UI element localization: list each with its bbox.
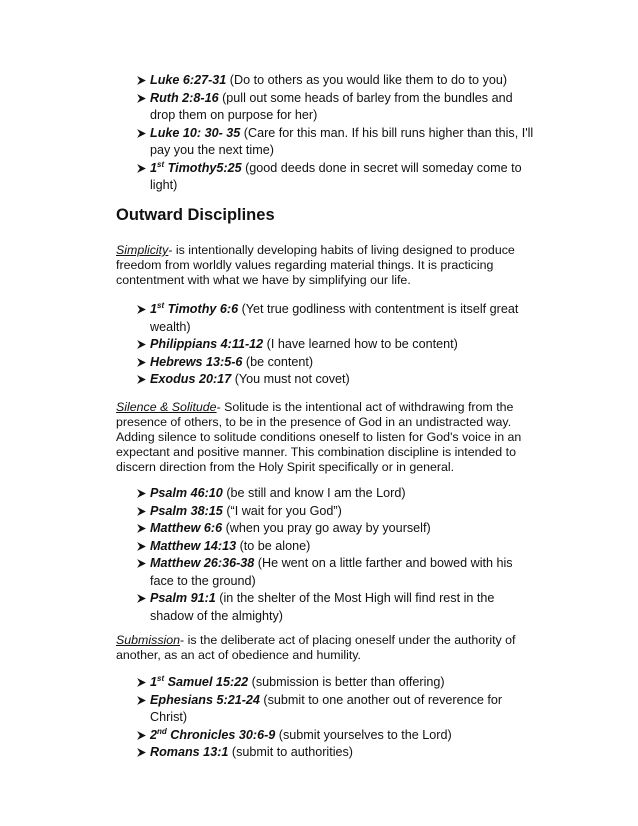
submission-verse-list bbox=[116, 674, 536, 762]
verse-note: (submission is better than offering) bbox=[248, 675, 445, 689]
simplicity-verse-list bbox=[116, 301, 536, 389]
verse-ref: 1st Samuel 15:22 bbox=[150, 673, 249, 689]
verse-ref: Psalm 91:1 bbox=[150, 591, 216, 605]
arrow-bullet-icon bbox=[136, 93, 147, 104]
list-item bbox=[116, 485, 536, 503]
verse-ref: Exodus 20:17 bbox=[150, 372, 232, 386]
verse-note: (You must not covet) bbox=[231, 372, 350, 386]
list-item bbox=[116, 301, 536, 336]
verse-note: (I have learned how to be content) bbox=[263, 337, 458, 351]
verse-note: (in the shelter of the Most High will find rest in the shadow of the almighty) bbox=[150, 591, 495, 623]
arrow-bullet-icon bbox=[136, 75, 147, 86]
list-item bbox=[116, 555, 536, 590]
verse-ref: Matthew 6:6 bbox=[150, 521, 223, 535]
verse-ref: 2nd Chronicles 30:6-9 bbox=[150, 726, 276, 742]
verse-ref: Psalm 38:15 bbox=[150, 503, 223, 518]
verse-ref: 1st Timothy 6:6 bbox=[150, 300, 239, 316]
verse-note: (when you pray go away by yourself) bbox=[222, 521, 431, 535]
verse-note: (to be alone) bbox=[236, 538, 311, 553]
arrow-bullet-icon bbox=[136, 488, 147, 499]
list-item bbox=[116, 503, 536, 521]
list-item bbox=[116, 590, 536, 625]
verse-ref: Ruth 2:8-16 bbox=[150, 90, 219, 105]
verse-note: (Do to others as you would like them to do to you) bbox=[226, 73, 508, 87]
arrow-bullet-icon bbox=[136, 506, 147, 517]
verse-ref: Psalm 46:10 bbox=[150, 486, 223, 500]
verse-note: (pull out some heads of barley from the bundles and drop them on purpose for her) bbox=[150, 90, 513, 122]
verse-ref: Philippians 4:11-12 bbox=[150, 337, 264, 351]
definition-text: - is intentionally developing habits of living designed to produce freedom from worldly values regarding material things. It is practicing contentment with what we have by simplifying our life. bbox=[116, 243, 515, 287]
verse-note: (“I wait for you God”) bbox=[222, 503, 342, 518]
verse-ref: Hebrews 13:5-6 bbox=[150, 354, 243, 369]
verse-note: (be still and know I am the Lord) bbox=[222, 486, 406, 500]
list-item bbox=[116, 72, 536, 90]
term-submission: Submission bbox=[116, 633, 181, 647]
arrow-bullet-icon bbox=[136, 730, 147, 741]
arrow-bullet-icon bbox=[136, 523, 147, 534]
term-silence-solitude: Silence & Solitude bbox=[116, 400, 217, 414]
arrow-bullet-icon bbox=[136, 695, 147, 706]
arrow-bullet-icon bbox=[136, 357, 147, 368]
top-verse-list bbox=[116, 72, 536, 195]
arrow-bullet-icon bbox=[136, 593, 147, 604]
list-item bbox=[116, 90, 536, 125]
simplicity-definition bbox=[116, 243, 526, 288]
arrow-bullet-icon bbox=[136, 541, 147, 552]
list-item bbox=[116, 538, 536, 556]
list-item bbox=[116, 125, 536, 160]
verse-ref: 1st Timothy5:25 bbox=[150, 159, 242, 175]
submission-definition bbox=[116, 633, 526, 663]
section-heading: Outward Disciplines bbox=[116, 206, 275, 224]
verse-ref: Ephesians 5:21-24 bbox=[150, 692, 260, 707]
verse-note: (submit to one another out of reverence for Christ) bbox=[150, 692, 503, 724]
list-item bbox=[116, 371, 536, 389]
arrow-bullet-icon bbox=[136, 339, 147, 350]
verse-ref: Romans 13:1 bbox=[150, 745, 229, 759]
verse-note: (submit to authorities) bbox=[228, 745, 353, 759]
verse-note: (Yet true godliness with contentment is itself great wealth) bbox=[150, 302, 519, 334]
list-item bbox=[116, 520, 536, 538]
verse-ref: Luke 6:27-31 bbox=[150, 73, 227, 87]
arrow-bullet-icon bbox=[136, 304, 147, 315]
list-item bbox=[116, 674, 536, 692]
arrow-bullet-icon bbox=[136, 558, 147, 569]
verse-note: (be content) bbox=[242, 354, 314, 369]
definition-text: - is the deliberate act of placing oneself under the authority of another, as an act of obedience and humility. bbox=[116, 633, 516, 662]
definition-text: - Solitude is the intentional act of withdrawing from the presence of others, to be in the presence of God in an undistracted way. Adding silence to solitude conditions oneself to listen for God's voice in an expectant and positive manner. This combination discipline is intended to discern direction from the Holy Spirit specifically or in general. bbox=[116, 400, 522, 474]
verse-note: (He went on a little farther and bowed with his face to the ground) bbox=[150, 556, 513, 588]
arrow-bullet-icon bbox=[136, 374, 147, 385]
verse-ref: Matthew 14:13 bbox=[150, 538, 237, 553]
term-simplicity: Simplicity bbox=[116, 243, 169, 257]
arrow-bullet-icon bbox=[136, 747, 147, 758]
list-item bbox=[116, 692, 536, 727]
verse-note: (good deeds done in secret will someday come to light) bbox=[150, 160, 522, 192]
arrow-bullet-icon bbox=[136, 163, 147, 174]
verse-ref: Luke 10: 30- 35 bbox=[150, 125, 241, 140]
list-item bbox=[116, 354, 536, 372]
list-item bbox=[116, 727, 536, 745]
verse-ref: Matthew 26:36-38 bbox=[150, 556, 255, 570]
verse-note: (submit yourselves to the Lord) bbox=[275, 727, 452, 742]
arrow-bullet-icon bbox=[136, 677, 147, 688]
silence-verse-list bbox=[116, 485, 536, 625]
verse-note: (Care for this man. If his bill runs higher than this, I'll pay you the next time) bbox=[150, 125, 534, 157]
silence-solitude-definition bbox=[116, 400, 526, 475]
arrow-bullet-icon bbox=[136, 128, 147, 139]
list-item bbox=[116, 336, 536, 354]
list-item bbox=[116, 160, 536, 195]
list-item bbox=[116, 744, 536, 762]
